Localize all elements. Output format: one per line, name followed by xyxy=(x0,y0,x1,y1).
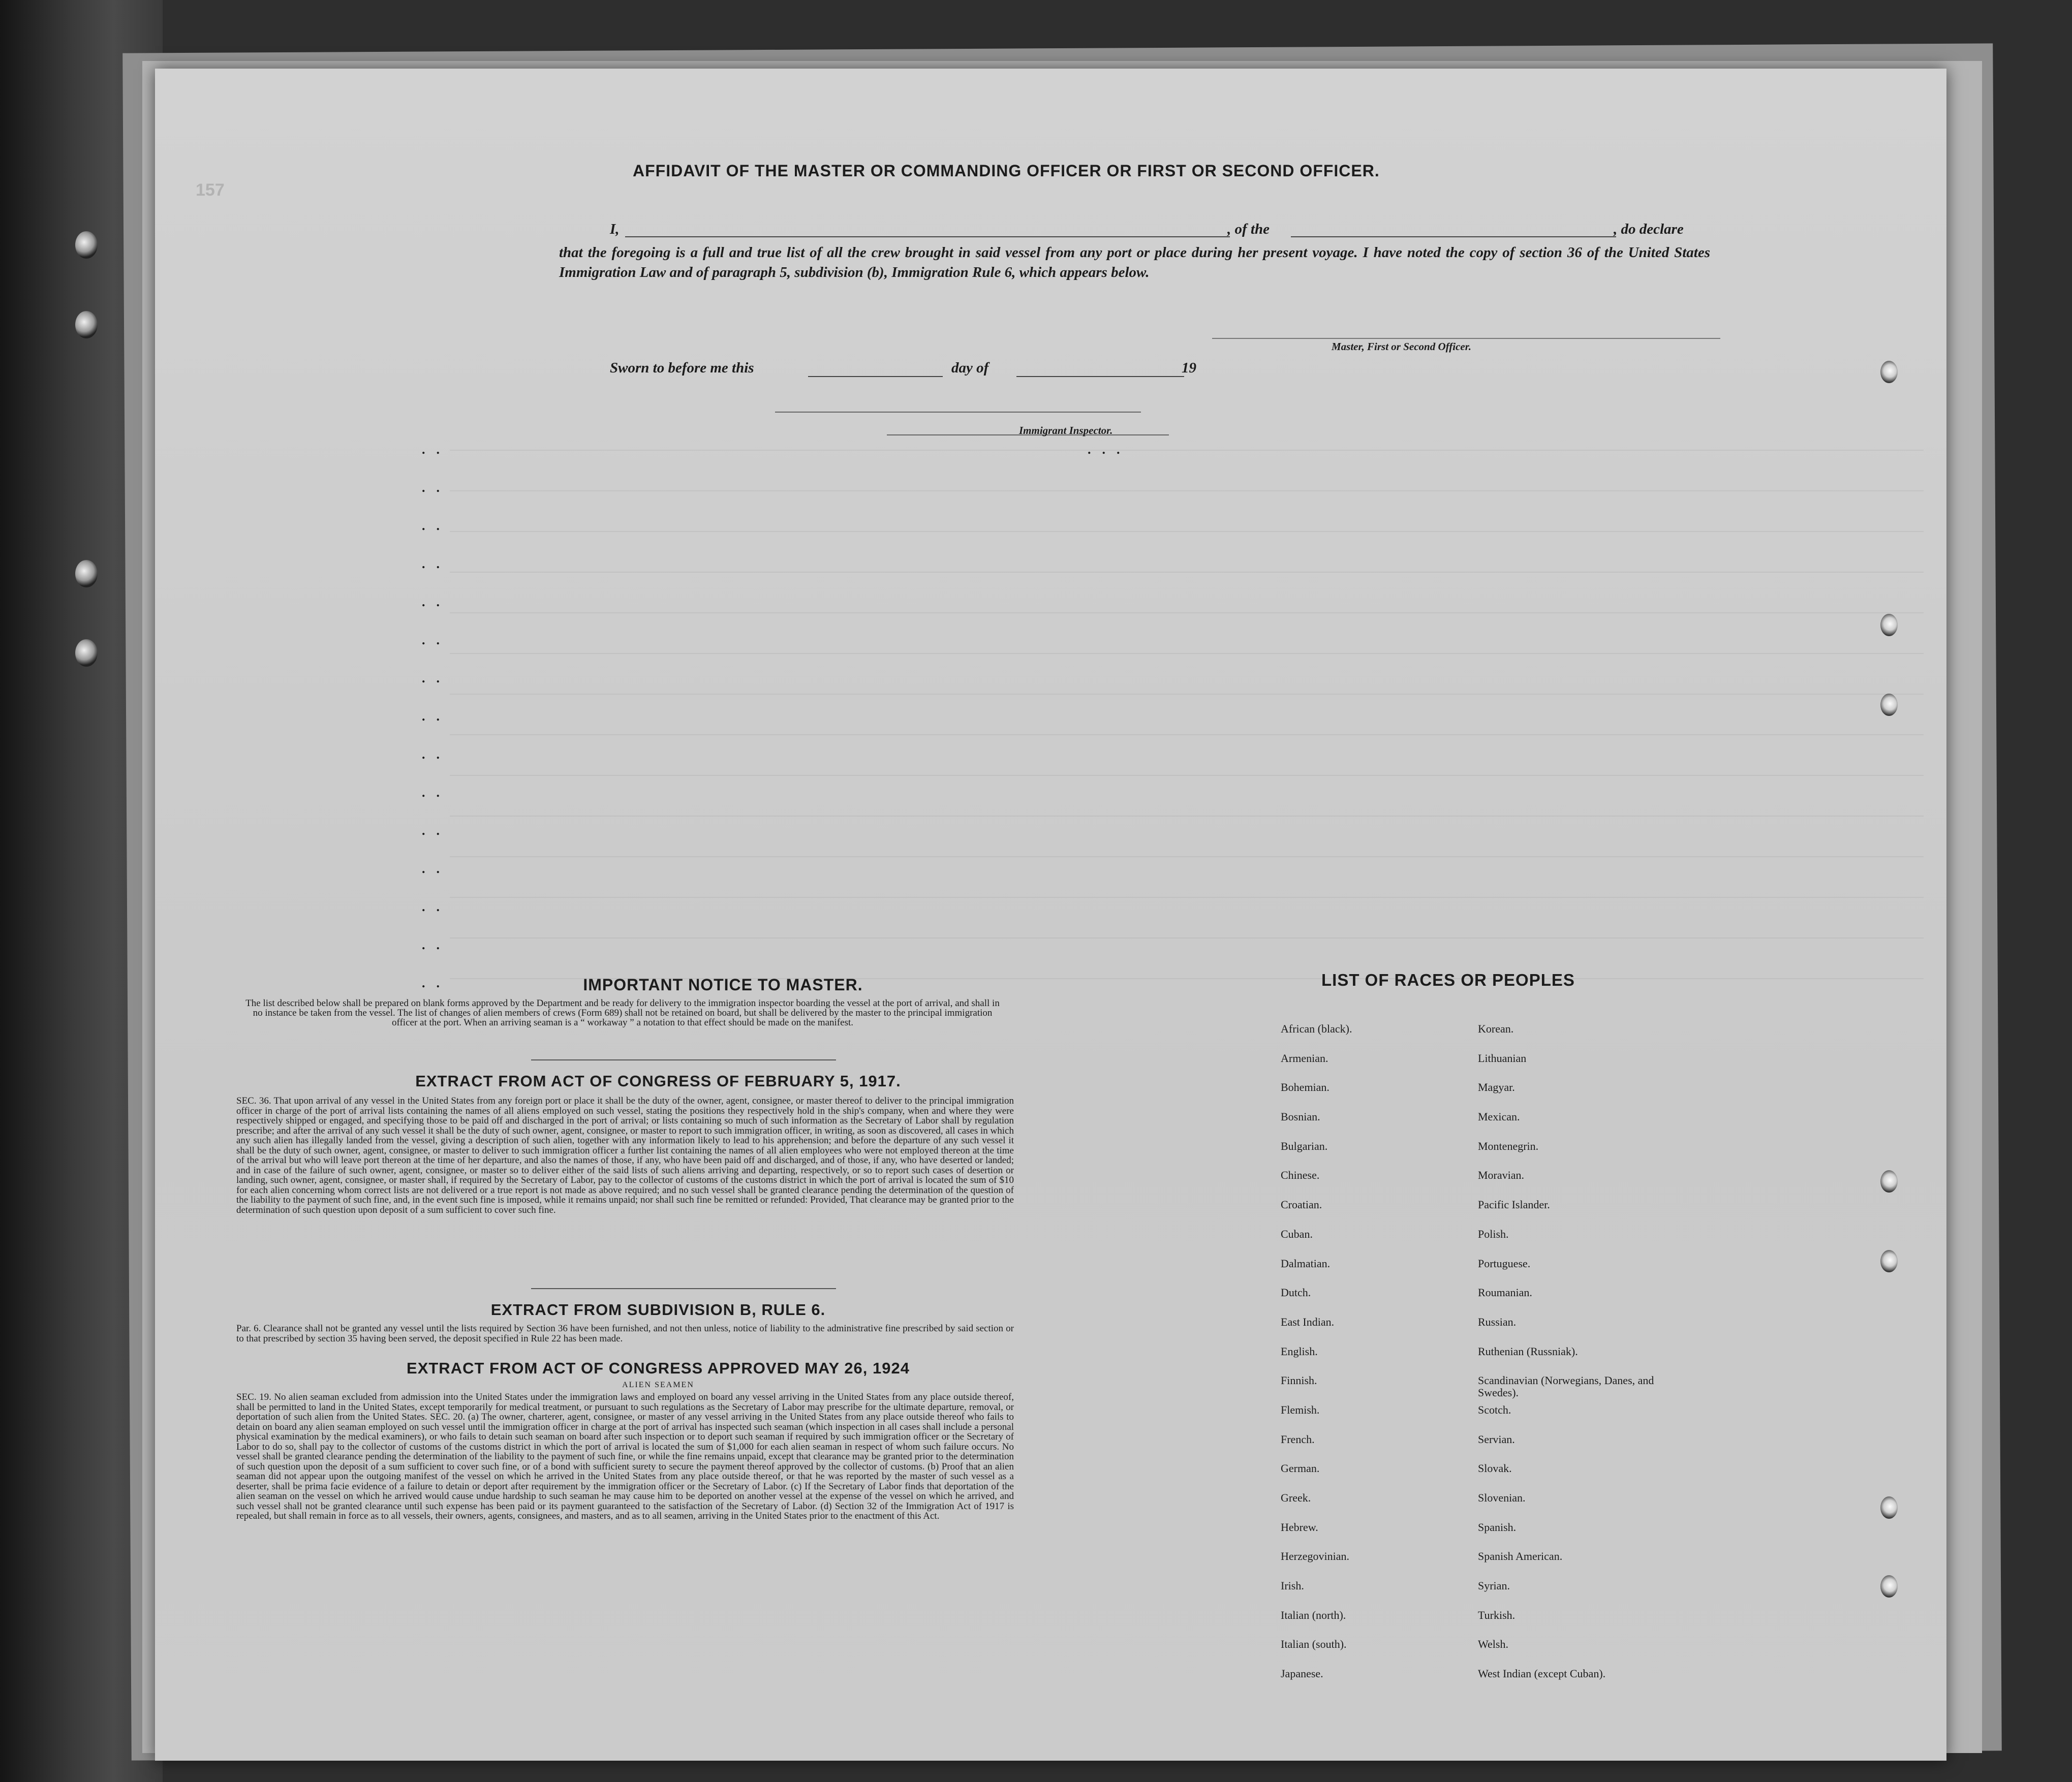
ghost-row-line xyxy=(450,450,1924,451)
race-item: Spanish. xyxy=(1478,1520,1517,1534)
margin-number: 157 xyxy=(196,180,225,200)
binder-ring-3 xyxy=(75,560,98,587)
vessel-blank-line xyxy=(1291,236,1616,237)
sworn-month-line xyxy=(1016,376,1184,377)
race-item: Slovenian. xyxy=(1478,1491,1526,1504)
row-dots: .. xyxy=(422,976,451,990)
race-item: Mexican. xyxy=(1478,1110,1520,1123)
race-item: Montenegrin. xyxy=(1478,1139,1539,1152)
race-item: Korean. xyxy=(1478,1022,1514,1035)
punch-hole-5 xyxy=(1880,1250,1898,1272)
row-dots: .. xyxy=(422,442,451,457)
race-item: West Indian (except Cuban). xyxy=(1478,1667,1606,1680)
race-item: Dutch. xyxy=(1281,1286,1311,1299)
race-item: Russian. xyxy=(1478,1315,1517,1328)
row-dots: .. xyxy=(422,823,451,838)
race-item: Spanish American. xyxy=(1478,1550,1563,1563)
punch-hole-7 xyxy=(1880,1575,1898,1598)
race-item: Scandinavian (Norwegians, Danes, and Swedes). xyxy=(1478,1374,1654,1399)
binder-ring-2 xyxy=(75,311,98,338)
extract-1924-subtitle: ALIEN SEAMEN xyxy=(622,1381,694,1389)
race-item: Portuguese. xyxy=(1478,1257,1531,1270)
ghost-row-line xyxy=(450,775,1924,776)
inspector-line-1 xyxy=(775,412,1141,413)
punch-hole-1 xyxy=(1880,361,1898,383)
extract-1917-text: SEC. 36. That upon arrival of any vessel in the United States from any foreign port or place it shall be the duty of the owner, agent, consignee, or master thereof to deliver to the principal immigration officer in charge of the port of arrival lists containing the names of all aliens employed on such vessel, stating the positions they respectively hold in the ship's company, when and where they were respectively shipped or engaged, and specifying those to be paid off and discharged in the port of arrival; or lists containing so much of such information as the Secretary of Labor shall by regulation prescribe; and after the arrival of any such vessel it shall be the duty of such owner, agent, consignee, or master to report to such immigration officer, in writing, as soon as discovered, all cases in which any such alien has illegally landed from the vessel, giving a description of such alien, together with any information likely to lead to his apprehension; and before the departure of any such vessel it shall be the duty of such owner, agent, consignee, or master to deliver to such immigration officer a further list containing the names of all alien employees who were not employed thereon at the time of the arrival but who will leave port thereon at the time of her departure, and also the names of those, if any, who have been paid off and discharged, and of those, if any, who have deserted or landed; and in case of the failure of such owner, agent, consignee, or master so to deliver either of the said lists of such aliens arriving and departing, respectively, or so to report such cases of desertion or landing, such owner, agent, consignee, or master shall, if required by the Secretary of Labor, pay to the collector of customs of the customs district in which the port of arrival is located the sum of $10 for each alien concerning whom correct lists are not delivered or a true report is not made as above required; and no such vessel shall be granted clearance pending the determination of the question of the liability to the payment of such fine, and, in the event such fine is imposed, while it remains unpaid; nor shall such fine be remitted or refunded: Provided, That clearance may be granted prior to the determination of such question upon deposit of a sum sufficient to cover such fine. xyxy=(236,1096,1014,1215)
race-item: Chinese. xyxy=(1281,1169,1320,1182)
race-item: Cuban. xyxy=(1281,1227,1313,1240)
race-item: Syrian. xyxy=(1478,1579,1510,1592)
race-item: Flemish. xyxy=(1281,1403,1320,1416)
row-dots: .. xyxy=(422,671,451,685)
race-item: Polish. xyxy=(1478,1227,1509,1240)
ghost-row-line xyxy=(450,816,1924,817)
ghost-row-line xyxy=(450,897,1924,898)
race-item: Herzegovinian. xyxy=(1281,1550,1349,1563)
race-item: English. xyxy=(1281,1345,1318,1358)
ghost-row-line xyxy=(450,490,1924,491)
race-item: Lithuanian xyxy=(1478,1051,1527,1065)
race-item: Roumanian. xyxy=(1478,1286,1532,1299)
row-dots: .. xyxy=(422,480,451,495)
race-item: Servian. xyxy=(1478,1432,1515,1446)
race-item: Bulgarian. xyxy=(1281,1139,1328,1152)
race-item: African (black). xyxy=(1281,1022,1352,1035)
extract-1917-title: EXTRACT FROM ACT OF CONGRESS OF FEBRUARY 5, 1917. xyxy=(415,1072,901,1090)
signature-line xyxy=(1212,338,1720,339)
race-item: Italian (north). xyxy=(1281,1608,1346,1621)
row-dots: .. xyxy=(422,785,451,800)
affidavit-declare: , do declare xyxy=(1614,221,1684,237)
inspector-label xyxy=(1019,424,1112,437)
affidavit-title: AFFIDAVIT OF THE MASTER OR COMMANDING OFFICER OR FIRST OR SECOND OFFICER. xyxy=(633,162,1380,180)
race-item: Bohemian. xyxy=(1281,1081,1329,1094)
signature-label: Master, First or Second Officer. xyxy=(1332,340,1471,353)
race-item: Slovak. xyxy=(1478,1462,1512,1475)
punch-hole-6 xyxy=(1880,1496,1898,1519)
ghost-row-line xyxy=(450,694,1924,695)
race-item: Moravian. xyxy=(1478,1169,1525,1182)
affidavit-of-the: , of the xyxy=(1227,221,1270,237)
ghost-row-line xyxy=(450,572,1924,573)
binder-ring-4 xyxy=(75,639,98,667)
race-item: Croatian. xyxy=(1281,1198,1322,1211)
race-item: Greek. xyxy=(1281,1491,1311,1504)
name-blank-line xyxy=(625,236,1230,237)
race-item: Welsh. xyxy=(1478,1638,1508,1651)
sworn-text: Sworn to before me this xyxy=(610,360,754,376)
ghost-row-line xyxy=(450,734,1924,735)
year-prefix: 19 xyxy=(1182,360,1196,376)
row-dots: .. xyxy=(422,709,451,724)
day-of-text: day of xyxy=(951,360,989,376)
race-item: Dalmatian. xyxy=(1281,1257,1331,1270)
binder-ring-1 xyxy=(75,231,98,259)
race-item: Hebrew. xyxy=(1281,1520,1318,1534)
race-item: Turkish. xyxy=(1478,1608,1516,1621)
race-item: Bosnian. xyxy=(1281,1110,1320,1123)
sworn-day-line xyxy=(808,376,943,377)
row-dots: .. xyxy=(422,937,451,952)
ghost-row-line xyxy=(450,856,1924,857)
row-dots: .. xyxy=(422,861,451,876)
race-item: Japanese. xyxy=(1281,1667,1323,1680)
race-item: French. xyxy=(1281,1432,1315,1446)
punch-hole-4 xyxy=(1880,1170,1898,1193)
row-dots: .. xyxy=(422,633,451,647)
row-dots: .. xyxy=(422,556,451,571)
ghost-row-line xyxy=(450,612,1924,613)
ghost-row-line xyxy=(450,653,1924,654)
extract-1924-title: EXTRACT FROM ACT OF CONGRESS APPROVED MAY 26, 1924 xyxy=(407,1359,910,1377)
race-item: Armenian. xyxy=(1281,1051,1328,1065)
row-dots: ... xyxy=(1088,442,1131,457)
races-column-1 xyxy=(1281,1023,1454,1697)
race-item: Scotch. xyxy=(1478,1403,1511,1416)
race-item: Magyar. xyxy=(1478,1081,1515,1094)
document-page xyxy=(155,69,1946,1761)
section-divider xyxy=(531,1288,836,1289)
race-item: Ruthenian (Russniak). xyxy=(1478,1345,1578,1358)
punch-hole-3 xyxy=(1880,694,1898,716)
ghost-row-line xyxy=(450,937,1924,939)
affidavit-statement: that the foregoing is a full and true list of all the crew brought in said vessel from any port or place during her present voyage. I have noted the copy of section 36 of the United States Immigration Law and of paragraph 5, subdivision (b), Immigration Rule 6, which appears below. xyxy=(559,244,1710,280)
row-dots: .. xyxy=(422,518,451,533)
race-item: Finnish. xyxy=(1281,1374,1317,1387)
notice-text: The list described below shall be prepared on blank forms approved by the Department and be ready for delivery to the immigration inspector boarding the vessel at the port of arrival, and shall in no instance be taken from the vessel. The list of changes of alien members of crews (Form 689) shall not be retained on board, but shall be delivered by the master to the principal immigration officer at the port. When an arriving seaman is a “ workaway ” a notation to that effect should be made on the manifest. xyxy=(245,998,1000,1028)
races-title: LIST OF RACES OR PEOPLES xyxy=(1321,971,1575,989)
extract-1924-text: SEC. 19. No alien seaman excluded from admission into the United States under the immigration laws and employed on board any vessel arriving in the United States from any place outside thereof, shall be permitted to land in the United States, except temporarily for medical treatment, or pursuant to such regulations as the Secretary of Labor may prescribe for the ultimate departure, removal, or deportation of such alien from the United States. SEC. 20. (a) The owner, charterer, agent, consignee, or master of any vessel arriving in the United States from any place outside thereof who fails to detain on board any alien seaman employed on such vessel until the immigration officer in charge at the port of arrival has inspected such seaman (which inspection in all cases shall include a personal physical examination by the medical examiners), or who fails to detain such seaman on board after such inspection or to deport such seaman if required by such immigration officer or the Secretary of Labor to do so, shall pay to the collector of customs of the customs district in which the port of arrival is located the sum of $1,000 for each alien seaman in respect of whom such failure occurs. No vessel shall be granted clearance pending the determination of the liability to the payment of such fine, or while the fine remains unpaid, except that clearance may be granted prior to the determination of such question upon the deposit of a sum sufficient to cover such fine, or of a bond with sufficient surety to secure the payment thereof approved by the collector of customs. (b) Proof that an alien seaman did not appear upon the outgoing manifest of the vessel on which he arrived in the United States from any place outside thereof, or that he was reported by the master of such vessel as a deserter, shall be prima facie evidence of a failure to detain or deport after requirement by the immigration officer or the Secretary of Labor. (c) If the Secretary of Labor finds that deportation of the alien seaman on the vessel on which he arrived would cause undue hardship to such seaman he may cause him to be deported on another vessel at the expense of the vessel on which he arrived, and such vessel shall not be granted clearance until such expense has been paid or its payment guaranteed to the satisfaction of the Secretary of Labor. (d) Section 32 of the Immigration Act of 1917 is repealed, but shall remain in force as to all vessels, their owners, agents, consignees, and masters, and as to all seamen, arriving in the United States prior to the enactment of this Act. xyxy=(236,1392,1014,1521)
row-dots: .. xyxy=(422,899,451,914)
notice-title: IMPORTANT NOTICE TO MASTER. xyxy=(583,976,863,994)
race-item: German. xyxy=(1281,1462,1320,1475)
affidavit-i: I, xyxy=(610,221,620,237)
race-item: Pacific Islander. xyxy=(1478,1198,1550,1211)
race-item: Italian (south). xyxy=(1281,1638,1347,1651)
section-divider xyxy=(531,1059,836,1060)
inspector-label-text: Immigrant Inspector. xyxy=(1019,424,1113,436)
row-dots: .. xyxy=(422,595,451,609)
extract-rule6-title: EXTRACT FROM SUBDIVISION B, RULE 6. xyxy=(490,1301,826,1319)
race-item: Irish. xyxy=(1281,1579,1304,1592)
punch-hole-2 xyxy=(1880,614,1898,636)
extract-rule6-text: Par. 6. Clearance shall not be granted any vessel until the lists required by Section 36 have been furnished, and not then unless, notice of liability to the administrative fine prescribed by said section or to that prescribed by section 35 having been served, the deposit specified in Rule 22 has been made. xyxy=(236,1323,1014,1344)
ghost-row-line xyxy=(450,531,1924,532)
row-dots: .. xyxy=(422,747,451,762)
races-column-2 xyxy=(1478,1023,1696,1697)
race-item: East Indian. xyxy=(1281,1315,1335,1328)
